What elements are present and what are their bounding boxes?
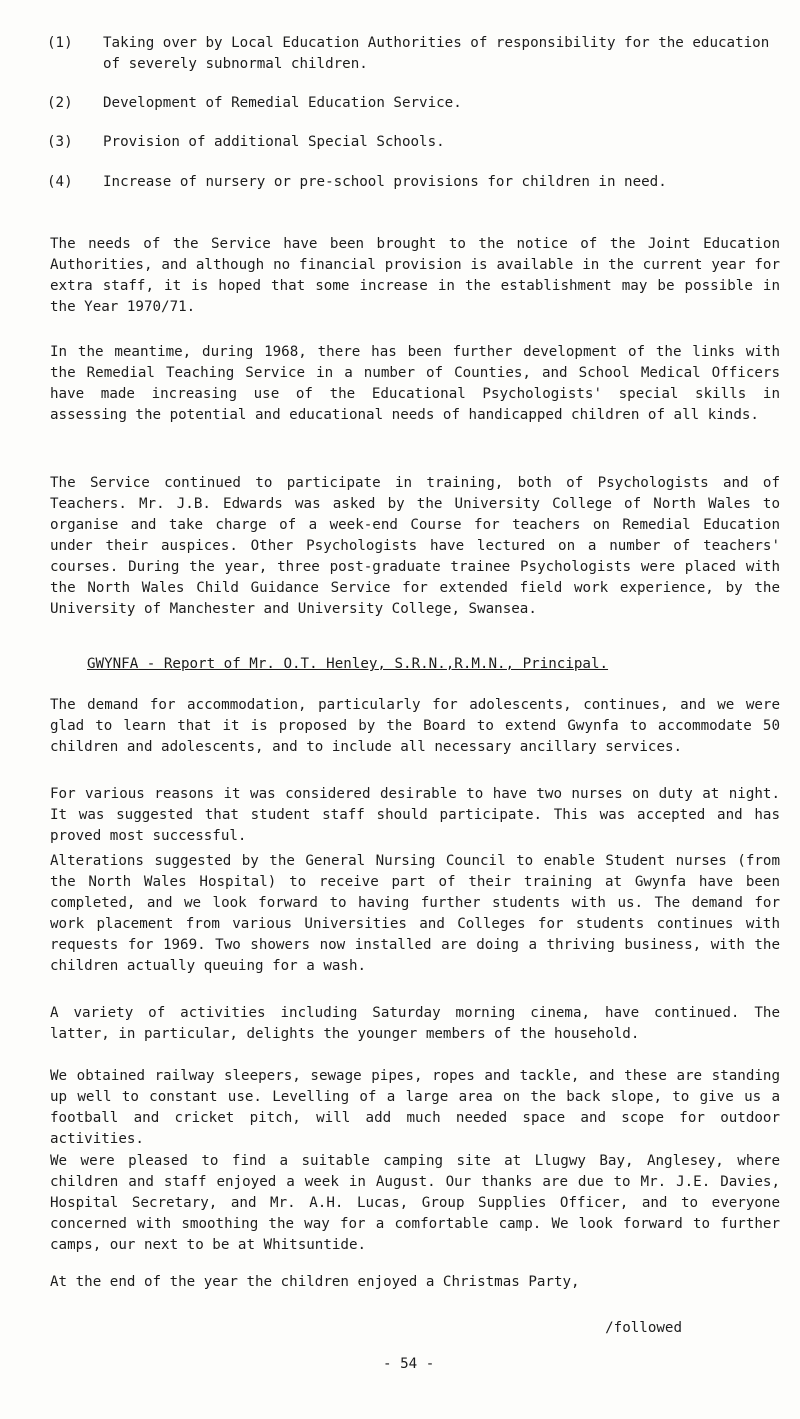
page-number: - 54 - — [383, 1356, 435, 1372]
continuation-note: /followed — [605, 1320, 682, 1336]
list-text: Increase of nursery or pre-school provisions for children in need. — [103, 174, 667, 190]
list-number: (2) — [47, 95, 73, 111]
list-text: Development of Remedial Education Service. — [103, 95, 462, 111]
paragraph: At the end of the year the children enjoyed a Christmas Party, — [50, 1274, 580, 1290]
paragraph: The Service continued to participate in training, both of Psychologists and of Teachers. Mr. J.B. Edwards was asked by the University College of North Wales to organise and take charge of a week-end Course for teachers on Remedial Education under their auspices. Other Psychologists have lectured on a number of teachers' courses. During the year, three post-graduate trainee Psychologists were placed with the North Wales Child Guidance Service for extended field work experience, by the University of Manchester and University College, Swansea. — [50, 475, 780, 617]
paragraph: We obtained railway sleepers, sewage pipes, ropes and tackle, and these are standing up well to constant use. Levelling of a large area on the back slope, to give us a football and cricket pitch, will add much needed space and scope for outdoor activities. — [50, 1068, 780, 1147]
section-heading: GWYNFA - Report of Mr. O.T. Henley, S.R.N.,R.M.N., Principal. — [87, 656, 609, 672]
list-text: Taking over by Local Education Authorities of responsibility for the education of severely subnormal children. — [103, 35, 770, 72]
paragraph: For various reasons it was considered desirable to have two nurses on duty at night. It was suggested that student staff should participate. This was accepted and has proved most successful. — [50, 786, 780, 844]
list-number: (4) — [47, 174, 73, 190]
paragraph: Alterations suggested by the General Nursing Council to enable Student nurses (from the North Wales Hospital) to receive part of their training at Gwynfa have been completed, and we look forward to having further students with us. The demand for work placement from various Universities and Colleges for students continues with requests for 1969. Two showers now installed are doing a thriving business, with the children actually queuing for a wash. — [50, 853, 780, 974]
list-number: (1) — [47, 35, 73, 51]
paragraph: A variety of activities including Saturday morning cinema, have continued. The latter, in particular, delights the younger members of the household. — [50, 1005, 780, 1042]
list-number: (3) — [47, 134, 73, 150]
paragraph: In the meantime, during 1968, there has been further development of the links with the Remedial Teaching Service in a number of Counties, and School Medical Officers have made increasing use of the Educational Psychologists' special skills in assessing the potential and educational needs of handicapped children of all kinds. — [50, 344, 780, 423]
list-text: Provision of additional Special Schools. — [103, 134, 445, 150]
paragraph: We were pleased to find a suitable camping site at Llugwy Bay, Anglesey, where children and staff enjoyed a week in August. Our thanks are due to Mr. J.E. Davies, Hospital Secretary, and Mr. A.H. Lucas, Group Supplies Officer, and to everyone concerned with smoothing the way for a comfortable camp. We look forward to further camps, our next to be at Whitsuntide. — [50, 1153, 780, 1253]
paragraph: The needs of the Service have been brought to the notice of the Joint Education Authorities, and although no financial provision is available in the current year for extra staff, it is hoped that some increase in the establishment may be possible in the Year 1970/71. — [50, 236, 780, 315]
paragraph: The demand for accommodation, particularly for adolescents, continues, and we were glad to learn that it is proposed by the Board to extend Gwynfa to accommodate 50 children and adolescents, and to include all necessary ancillary services. — [50, 697, 780, 755]
